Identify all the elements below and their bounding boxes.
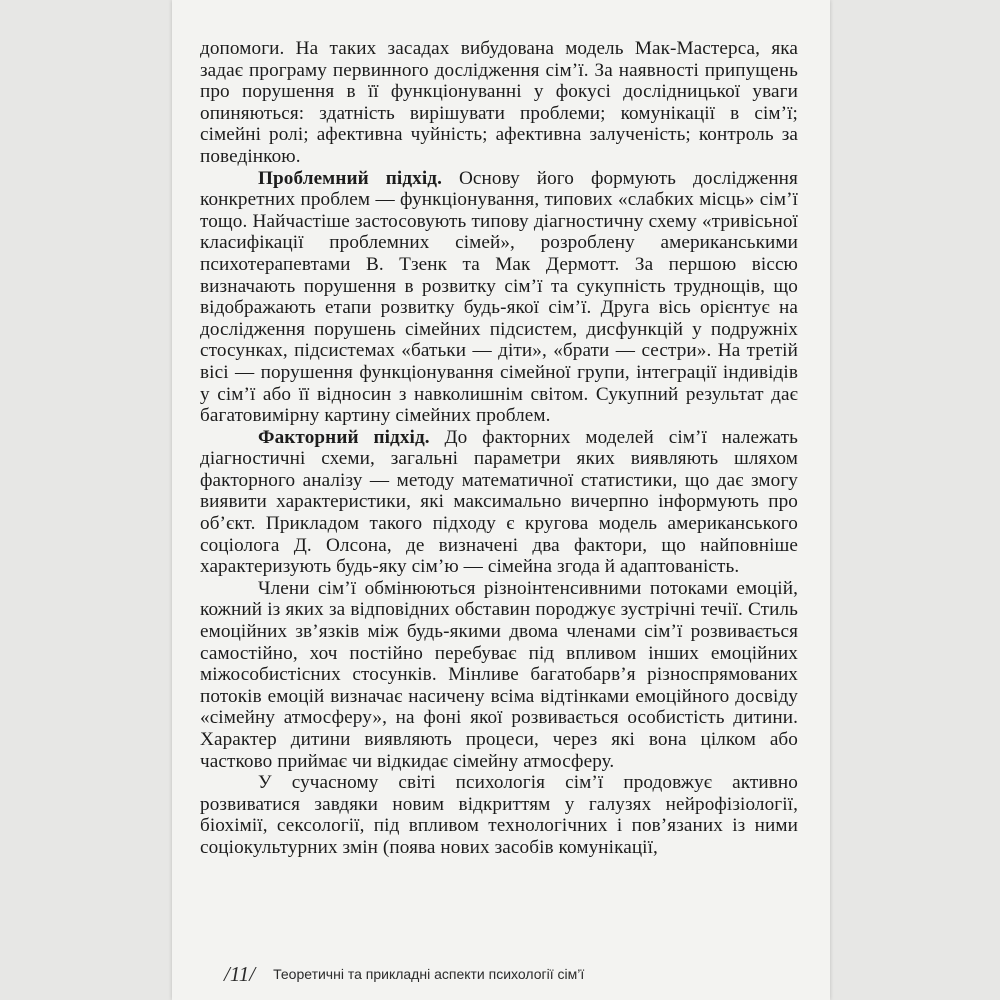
- paragraph-text: допомоги. На таких засадах вибудована модель Мак-Мастерса, яка задає програму первинного дослідження сім’ї. За наявності припущень про порушення в її функціонуванні у фокусі дослідницької уваги опиняються: здатність вирішувати проблеми; комунікації в сім’ї; сімейні ролі; афективна чуйність; афективна залученість; контроль за поведінкою.: [200, 38, 798, 167]
- running-title: Теоретичні та прикладні аспекти психології сім’ї: [273, 966, 585, 982]
- body-text: [200, 38, 798, 859]
- page-footer: [224, 962, 784, 987]
- book-page: [172, 0, 830, 1000]
- paragraph-heading: Факторний підхід.: [258, 426, 430, 448]
- paragraph: [200, 427, 798, 578]
- paragraph-text: До факторних моделей сім’ї належать діагностичні схеми, загальні параметри яких виявляють шляхом факторного аналізу — методу математичної статистики, що дає змогу виявити характеристики, які максимально вичерпно інформують про об’єкт. Прикладом такого підходу є кругова модель американського соціолога Д. Олсона, де визначені два фактори, що найповніше характеризують будь-яку сім’ю — сімейна згода й адаптованість.: [200, 426, 798, 578]
- page-number: /11/: [224, 962, 256, 986]
- paragraph: [200, 578, 798, 772]
- paragraph: [200, 772, 798, 858]
- paragraph: [200, 38, 798, 168]
- paragraph-text: У сучасному світі психологія сім’ї продовжує активно розвиватися завдяки новим відкриттям у галузях нейрофізіології, біохімії, сексології, під впливом технологічних і пов’язаних із ними соціокультурних змін (поява нових засобів комунікації,: [200, 772, 798, 858]
- paragraph: [200, 168, 798, 427]
- paragraph-text: Основу його формують дослідження конкретних проблем — функціонування, типових «слабких місць» сім’ї тощо. Найчастіше застосовують типову діагностичну схему «тривісьної класифікації проблемних сімей», розроблену американськими психотерапевтами В. Тзенк та Мак Дермотт. За першою віссю визначають порушення в розвитку сім’ї та сукупність труднощів, що відображають етапи розвитку будь-якої сім’ї. Друга вісь орієнтує на дослідження порушень сімейних підсистем, дисфункцій у подружніх стосунках, підсистемах «батьки — діти», «брати — сестри». На третій вісі — порушення функціонування сімейної групи, інтеграції індивідів у сім’ї або її відносин з навколишнім світом. Сукупний результат дає багатовимірну картину сімейних проблем.: [200, 167, 798, 427]
- paragraph-heading: Проблемний підхід.: [258, 167, 442, 189]
- paragraph-text: Члени сім’ї обмінюються різноінтенсивними потоками емоцій, кожний із яких за відповідних обставин породжує зустрічні течії. Стиль емоційних зв’язків між будь-якими двома членами сім’ї розвивається самостійно, хоч постійно перебуває під впливом інших емоційних міжособистісних стосунків. Мінливе багатобарв’я різноспрямованих потоків емоцій визначає насичену всіма відтінками емоційного досвіду «сімейну атмосферу», на фоні якої розвивається особистість дитини. Характер дитини виявляють процеси, через які вона цілком або частково приймає чи відкидає сімейну атмосферу.: [200, 577, 798, 772]
